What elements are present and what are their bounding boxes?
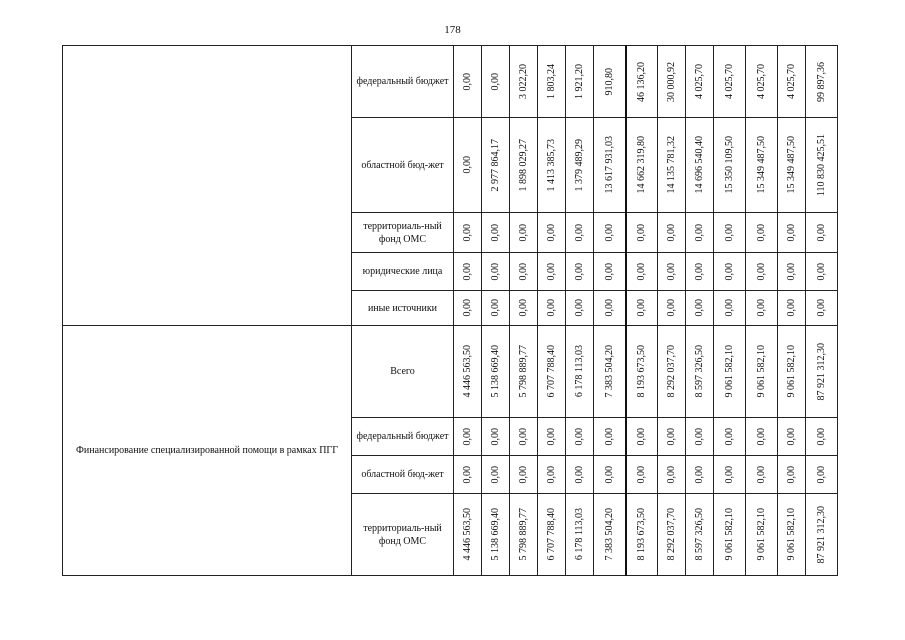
value-text: 15 350 109,50 bbox=[724, 136, 735, 194]
value-text: 0,00 bbox=[546, 299, 557, 317]
value-text: 0,00 bbox=[490, 465, 501, 484]
funding-source-cell: иные источники bbox=[352, 291, 454, 326]
value-cell bbox=[482, 253, 510, 291]
value-cell bbox=[510, 326, 538, 418]
value-text: 0,00 bbox=[462, 299, 473, 317]
value-text: 0,00 bbox=[786, 465, 797, 484]
funding-source-cell: федеральный бюджет bbox=[352, 418, 454, 456]
value-cell bbox=[778, 46, 806, 118]
value-text: 0,00 bbox=[603, 299, 615, 317]
value-text: 0,00 bbox=[636, 223, 648, 242]
funding-source-cell: территориаль-ный фонд ОМС bbox=[352, 494, 454, 576]
value-text: 0,00 bbox=[518, 427, 529, 446]
value-cell bbox=[510, 253, 538, 291]
funding-source-cell: областной бюд-жет bbox=[352, 456, 454, 494]
value-text: 5 138 669,40 bbox=[490, 345, 501, 398]
value-cell bbox=[454, 213, 482, 253]
value-cell bbox=[714, 494, 746, 576]
value-text: 0,00 bbox=[666, 223, 677, 242]
value-text: 4 025,70 bbox=[786, 64, 797, 99]
value-cell bbox=[626, 46, 658, 118]
value-text: 0,00 bbox=[724, 427, 735, 446]
value-text: 0,00 bbox=[603, 427, 615, 446]
table-row bbox=[63, 46, 838, 118]
value-cell bbox=[538, 118, 566, 213]
value-cell bbox=[538, 253, 566, 291]
value-cell bbox=[658, 418, 686, 456]
value-text: 0,00 bbox=[786, 427, 797, 446]
funding-source-cell: юридические лица bbox=[352, 253, 454, 291]
value-text: 1 413 385,73 bbox=[546, 138, 557, 192]
value-text: 0,00 bbox=[786, 262, 797, 281]
value-cell bbox=[482, 118, 510, 213]
value-cell bbox=[566, 291, 594, 326]
value-cell bbox=[594, 326, 626, 418]
value-cell bbox=[594, 213, 626, 253]
value-cell bbox=[566, 418, 594, 456]
value-text: 9 061 582,10 bbox=[786, 508, 797, 561]
value-cell bbox=[746, 253, 778, 291]
value-text: 0,00 bbox=[694, 465, 705, 484]
value-cell bbox=[806, 494, 838, 576]
value-cell bbox=[566, 46, 594, 118]
value-text: 0,00 bbox=[490, 299, 501, 317]
value-text: 4 025,70 bbox=[694, 64, 705, 99]
value-cell bbox=[454, 456, 482, 494]
value-cell bbox=[510, 494, 538, 576]
value-cell bbox=[594, 291, 626, 326]
value-text: 0,00 bbox=[518, 223, 529, 242]
value-text: 0,00 bbox=[666, 427, 677, 446]
budget-table bbox=[62, 45, 838, 576]
value-cell bbox=[714, 213, 746, 253]
value-text: 0,00 bbox=[756, 465, 767, 484]
value-cell bbox=[778, 456, 806, 494]
value-text: 0,00 bbox=[546, 223, 557, 242]
value-cell bbox=[566, 326, 594, 418]
value-cell bbox=[566, 456, 594, 494]
value-text: 1 803,24 bbox=[546, 64, 557, 99]
value-cell bbox=[626, 494, 658, 576]
value-cell bbox=[538, 46, 566, 118]
value-cell bbox=[566, 253, 594, 291]
value-text: 0,00 bbox=[462, 262, 473, 281]
value-cell bbox=[482, 291, 510, 326]
value-text: 0,00 bbox=[816, 223, 827, 242]
value-text: 0,00 bbox=[518, 465, 529, 484]
value-cell bbox=[538, 213, 566, 253]
value-text: 1 921,20 bbox=[574, 64, 585, 99]
value-cell bbox=[778, 213, 806, 253]
value-text: 8 597 326,50 bbox=[694, 508, 705, 561]
value-cell bbox=[658, 494, 686, 576]
value-cell bbox=[626, 326, 658, 418]
value-cell bbox=[510, 118, 538, 213]
value-cell bbox=[566, 213, 594, 253]
value-text: 0,00 bbox=[724, 262, 735, 281]
value-text: 0,00 bbox=[756, 223, 767, 242]
value-cell bbox=[806, 253, 838, 291]
value-text: 9 061 582,10 bbox=[756, 508, 767, 561]
page-number: 178 bbox=[444, 24, 461, 36]
funding-source-cell: областной бюд-жет bbox=[352, 118, 454, 213]
value-text: 9 061 582,10 bbox=[786, 345, 797, 398]
value-cell bbox=[658, 326, 686, 418]
value-text: 8 597 326,50 bbox=[694, 345, 705, 398]
value-cell bbox=[626, 456, 658, 494]
value-cell bbox=[746, 118, 778, 213]
value-text: 2 977 864,17 bbox=[490, 138, 501, 192]
value-text: 0,00 bbox=[816, 465, 827, 484]
value-text: 910,80 bbox=[603, 67, 615, 96]
value-text: 110 830 425,51 bbox=[816, 133, 827, 197]
value-text: 15 349 487,50 bbox=[756, 136, 767, 194]
value-text: 0,00 bbox=[694, 262, 705, 281]
value-text: 0,00 bbox=[546, 262, 557, 281]
value-text: 0,00 bbox=[816, 427, 827, 446]
value-text: 0,00 bbox=[724, 223, 735, 242]
value-cell bbox=[538, 418, 566, 456]
value-cell bbox=[714, 118, 746, 213]
value-cell bbox=[686, 418, 714, 456]
value-cell bbox=[806, 213, 838, 253]
value-cell bbox=[566, 118, 594, 213]
value-cell bbox=[482, 494, 510, 576]
value-cell bbox=[538, 291, 566, 326]
value-cell bbox=[746, 46, 778, 118]
value-cell bbox=[594, 253, 626, 291]
value-text: 0,00 bbox=[574, 262, 585, 281]
value-cell bbox=[454, 326, 482, 418]
value-cell bbox=[686, 456, 714, 494]
value-text: 0,00 bbox=[603, 262, 615, 281]
value-text: 5 138 669,40 bbox=[490, 508, 501, 561]
value-cell bbox=[454, 253, 482, 291]
value-cell bbox=[454, 494, 482, 576]
value-text: 0,00 bbox=[666, 299, 677, 317]
value-text: 0,00 bbox=[694, 299, 705, 317]
value-cell bbox=[482, 213, 510, 253]
value-cell bbox=[686, 213, 714, 253]
value-cell bbox=[658, 118, 686, 213]
value-cell bbox=[510, 456, 538, 494]
value-text: 0,00 bbox=[636, 465, 648, 484]
value-text: 6 707 788,40 bbox=[546, 508, 557, 561]
value-cell bbox=[686, 253, 714, 291]
value-cell bbox=[714, 291, 746, 326]
value-text: 0,00 bbox=[574, 223, 585, 242]
value-text: 0,00 bbox=[816, 262, 827, 281]
value-text: 4 025,70 bbox=[724, 64, 735, 99]
value-cell bbox=[658, 456, 686, 494]
value-text: 0,00 bbox=[462, 72, 473, 91]
value-text: 13 617 931,03 bbox=[603, 136, 615, 194]
value-cell bbox=[778, 326, 806, 418]
value-text: 0,00 bbox=[816, 299, 827, 317]
value-cell bbox=[746, 291, 778, 326]
value-cell bbox=[454, 291, 482, 326]
value-text: 8 292 037,70 bbox=[666, 508, 677, 561]
value-text: 6 178 113,03 bbox=[574, 508, 585, 561]
value-text: 0,00 bbox=[518, 262, 529, 281]
value-cell bbox=[594, 418, 626, 456]
funding-source-cell: федеральный бюджет bbox=[352, 46, 454, 118]
value-cell bbox=[746, 494, 778, 576]
value-cell bbox=[746, 213, 778, 253]
value-cell bbox=[686, 291, 714, 326]
value-text: 0,00 bbox=[574, 427, 585, 446]
value-text: 1 898 029,27 bbox=[518, 138, 529, 192]
value-cell bbox=[658, 46, 686, 118]
value-cell bbox=[510, 418, 538, 456]
funding-source-cell: Всего bbox=[352, 326, 454, 418]
value-text: 0,00 bbox=[490, 223, 501, 242]
value-text: 8 193 673,50 bbox=[636, 508, 648, 561]
value-text: 87 921 312,30 bbox=[816, 342, 827, 401]
value-text: 0,00 bbox=[756, 262, 767, 281]
value-text: 4 446 563,50 bbox=[462, 345, 473, 398]
value-text: 5 798 889,77 bbox=[518, 508, 529, 561]
value-text: 0,00 bbox=[636, 427, 648, 446]
value-cell bbox=[714, 326, 746, 418]
value-text: 0,00 bbox=[666, 262, 677, 281]
value-cell bbox=[714, 456, 746, 494]
value-text: 0,00 bbox=[603, 465, 615, 484]
value-cell bbox=[778, 418, 806, 456]
funding-source-cell: территориаль-ный фонд ОМС bbox=[352, 213, 454, 253]
value-text: 0,00 bbox=[462, 156, 473, 174]
value-cell bbox=[658, 213, 686, 253]
value-cell bbox=[538, 326, 566, 418]
value-cell bbox=[806, 418, 838, 456]
value-text: 0,00 bbox=[666, 465, 677, 484]
value-text: 46 136,20 bbox=[636, 61, 648, 102]
value-cell bbox=[626, 253, 658, 291]
value-text: 3 022,20 bbox=[518, 64, 529, 99]
value-text: 8 193 673,50 bbox=[636, 345, 648, 398]
value-text: 0,00 bbox=[756, 299, 767, 317]
value-cell bbox=[746, 418, 778, 456]
value-text: 0,00 bbox=[518, 299, 529, 317]
value-cell bbox=[454, 46, 482, 118]
value-text: 0,00 bbox=[462, 427, 473, 446]
value-text: 99 897,36 bbox=[816, 61, 827, 102]
value-cell bbox=[806, 46, 838, 118]
value-cell bbox=[778, 118, 806, 213]
value-text: 0,00 bbox=[603, 223, 615, 242]
value-cell bbox=[594, 46, 626, 118]
value-text: 0,00 bbox=[574, 299, 585, 317]
value-text: 9 061 582,10 bbox=[756, 345, 767, 398]
value-cell bbox=[658, 291, 686, 326]
value-cell bbox=[778, 291, 806, 326]
value-cell bbox=[806, 326, 838, 418]
value-text: 5 798 889,77 bbox=[518, 345, 529, 398]
value-cell bbox=[686, 494, 714, 576]
value-cell bbox=[594, 118, 626, 213]
program-name-cell bbox=[63, 46, 352, 326]
value-text: 0,00 bbox=[462, 465, 473, 484]
value-cell bbox=[594, 494, 626, 576]
value-cell bbox=[714, 46, 746, 118]
table-row bbox=[63, 326, 838, 418]
value-text: 0,00 bbox=[786, 223, 797, 242]
value-cell bbox=[806, 291, 838, 326]
value-text: 4 025,70 bbox=[756, 64, 767, 99]
value-text: 7 383 504,20 bbox=[603, 345, 615, 398]
value-text: 0,00 bbox=[786, 299, 797, 317]
value-cell bbox=[778, 494, 806, 576]
value-cell bbox=[510, 291, 538, 326]
value-text: 0,00 bbox=[490, 427, 501, 446]
table-body bbox=[63, 46, 838, 576]
value-text: 0,00 bbox=[546, 427, 557, 446]
value-cell bbox=[746, 456, 778, 494]
value-cell bbox=[714, 253, 746, 291]
value-cell bbox=[778, 253, 806, 291]
value-text: 0,00 bbox=[724, 299, 735, 317]
value-cell bbox=[746, 326, 778, 418]
value-text: 0,00 bbox=[636, 262, 648, 281]
value-text: 7 383 504,20 bbox=[603, 508, 615, 561]
value-text: 15 349 487,50 bbox=[786, 136, 797, 194]
value-text: 8 292 037,70 bbox=[666, 345, 677, 398]
value-cell bbox=[626, 418, 658, 456]
value-text: 30 000,92 bbox=[666, 61, 677, 102]
value-text: 4 446 563,50 bbox=[462, 508, 473, 561]
value-cell bbox=[482, 326, 510, 418]
value-text: 6 707 788,40 bbox=[546, 345, 557, 398]
value-text: 0,00 bbox=[462, 223, 473, 242]
value-cell bbox=[454, 418, 482, 456]
value-text: 0,00 bbox=[694, 427, 705, 446]
value-cell bbox=[538, 456, 566, 494]
value-text: 9 061 582,10 bbox=[724, 345, 735, 398]
value-text: 0,00 bbox=[490, 72, 501, 91]
value-cell bbox=[806, 456, 838, 494]
value-cell bbox=[482, 418, 510, 456]
value-text: 1 379 489,29 bbox=[574, 138, 585, 192]
value-text: 0,00 bbox=[756, 427, 767, 446]
value-cell bbox=[658, 253, 686, 291]
value-text: 14 662 319,80 bbox=[636, 136, 648, 194]
value-cell bbox=[626, 213, 658, 253]
value-cell bbox=[686, 118, 714, 213]
value-cell bbox=[510, 46, 538, 118]
value-cell bbox=[510, 213, 538, 253]
value-cell bbox=[566, 494, 594, 576]
value-cell bbox=[454, 118, 482, 213]
value-text: 0,00 bbox=[636, 299, 648, 317]
value-text: 14 696 540,40 bbox=[694, 136, 705, 194]
value-cell bbox=[482, 46, 510, 118]
value-text: 87 921 312,30 bbox=[816, 505, 827, 564]
value-text: 0,00 bbox=[574, 465, 585, 484]
value-text: 0,00 bbox=[490, 262, 501, 281]
value-text: 14 135 781,32 bbox=[666, 136, 677, 194]
value-text: 0,00 bbox=[694, 223, 705, 242]
value-cell bbox=[538, 494, 566, 576]
value-text: 6 178 113,03 bbox=[574, 345, 585, 398]
value-cell bbox=[686, 46, 714, 118]
value-cell bbox=[594, 456, 626, 494]
program-name-cell: Финансирование специализированной помощи в рамках ПГГ bbox=[63, 326, 352, 576]
value-cell bbox=[806, 118, 838, 213]
value-cell bbox=[686, 326, 714, 418]
value-text: 9 061 582,10 bbox=[724, 508, 735, 561]
value-cell bbox=[626, 118, 658, 213]
value-cell bbox=[626, 291, 658, 326]
value-cell bbox=[714, 418, 746, 456]
value-text: 0,00 bbox=[546, 465, 557, 484]
value-text: 0,00 bbox=[724, 465, 735, 484]
value-cell bbox=[482, 456, 510, 494]
